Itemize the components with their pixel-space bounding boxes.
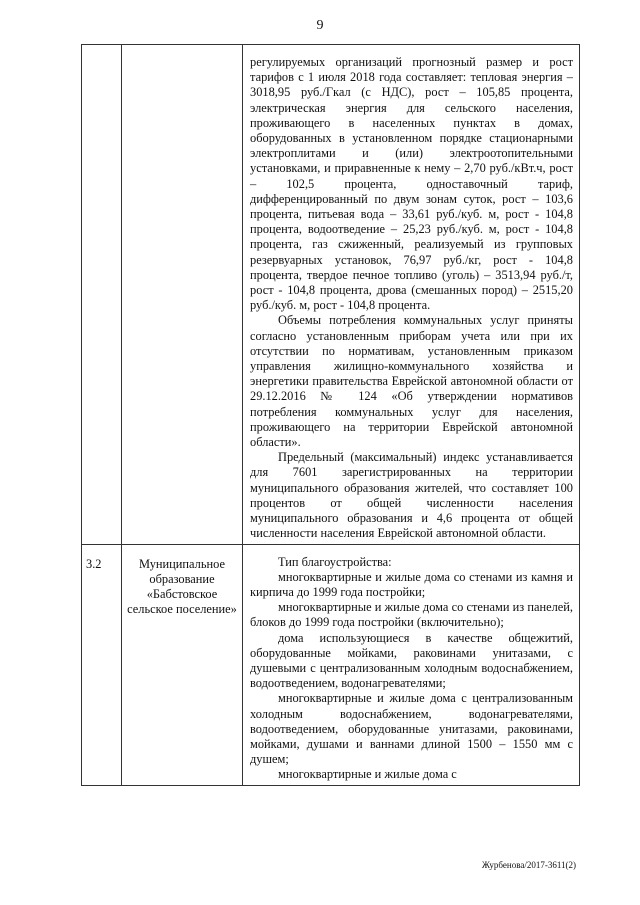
description-cell: [243, 544, 580, 785]
municipality-cell: [122, 544, 243, 785]
tariff-paragraph: регулируемых организаций прогнозный размер и рост тарифов с 1 июля 2018 года составляет: тепловая энергия – 3018,95 руб./Гкал (с НДС), рост – 105,85 процента, электрическая энергия для сельского населения, проживающего в населенных пунктах в домах, оборудованных в установленном порядке стационарными электроплитами и (или) электроотопительными установками, и приравненные к нему – 2,70 руб./кВт.ч, рост – 102,5 процента, одноставочный тариф, дифференцированный по двум зонам суток, рост – 103,6 процента, питьевая вода – 33,61 руб./куб. м, рост - 104,8 процента, водоотведение – 25,23 руб./куб. м, рост - 104,8 процента, газ сжиженный, реализуемый из групповых резервуарных установок, 76,97 руб./кг, рост - 104,8 процента, твердое печное топливо (уголь) – 3513,94 руб./т, рост - 104,8 процента, дрова (смешанных пород) – 2515,20 руб./куб. м, рост - 104,8 процента.: [250, 55, 573, 313]
list-item: многоквартирные и жилые дома со стенами из камня и кирпича до 1999 года постройки;: [250, 569, 573, 599]
footer-reference: Журбенова/2017-3611(2): [481, 860, 576, 870]
list-item: Тип благоустройства:: [278, 554, 392, 569]
table-row: [82, 544, 580, 785]
list-item: многоквартирные и жилые дома со стенами из панелей, блоков до 1999 года постройки (включительно);: [250, 600, 573, 630]
list-item: многоквартирные и жилые дома с централизованным холодным водоснабжением, водонагревателями, водоотведением, оборудованные унитазами, раковинами, мойками, душами и ваннами длиной 1500 – 1550 мм с душем;: [250, 691, 573, 767]
index-paragraph: Предельный (максимальный) индекс устанавливается для 7601 зарегистрированных на территории муниципального образования жителей, что составляет 100 процентов от общей численности населения муниципального образования и 4,6 процента от общей численности населения Еврейской автономной области.: [250, 450, 573, 541]
municipality-name: Муниципальное образование «Бабстовское сельское поселение»: [127, 556, 237, 617]
row-number-cell: [82, 544, 122, 785]
table-row: [82, 45, 580, 545]
row-number-cell: [82, 45, 122, 545]
page-number: 9: [316, 18, 324, 33]
list-item: многоквартирные и жилые дома с: [278, 767, 457, 782]
list-item: дома использующиеся в качестве общежитий, оборудованные мойками, раковинами унитазами, с душевыми с централизованным холодным водоснабжением, водоотведением, водонагревателями;: [250, 630, 573, 691]
municipality-cell: [122, 45, 243, 545]
row-number: 3.2: [86, 556, 102, 571]
consumption-paragraph: Объемы потребления коммунальных услуг приняты согласно установленным приборам учета или при их отсутствии по нормативам, установленным приказом управления жилищно-коммунального хозяйства и энергетики правительства Еврейской автономной области от 29.12.2016 № 124 «Об утверждении нормативов потребления коммунальных услуг для населения, проживающего на территории Еврейской автономной области».: [250, 313, 573, 450]
description-cell: [243, 45, 580, 545]
tariff-table: [81, 44, 580, 786]
